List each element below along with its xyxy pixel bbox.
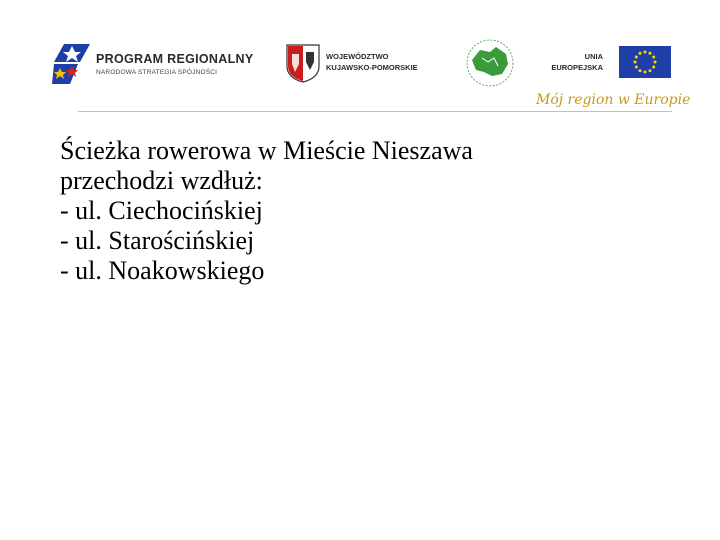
program-regionalny-title: PROGRAM REGIONALNY	[96, 52, 254, 66]
eu-logo-line1: UNIA	[584, 52, 603, 61]
regional-map-logo	[458, 38, 522, 88]
wojewodztwo-logo	[284, 42, 434, 84]
coat-of-arms-icon	[284, 42, 322, 84]
program-regionalny-subtitle: NARODOWA STRATEGIA SPÓJNOŚCI	[96, 69, 218, 76]
logo-header	[0, 0, 720, 125]
motto-text: Mój region w Europie	[536, 92, 691, 108]
header-divider	[78, 111, 672, 112]
text-line: - ul. Starościńskiej	[60, 226, 255, 255]
eu-flag-icon	[619, 46, 671, 78]
program-regionalny-emblem-icon	[50, 40, 94, 88]
slide-text	[60, 136, 700, 286]
region-logo-line2: KUJAWSKO-POMORSKIE	[326, 63, 418, 72]
green-map-icon	[458, 38, 522, 88]
text-line: Ścieżka rowerowa w Mieście Nieszawa	[60, 136, 473, 165]
program-regionalny-logo	[50, 40, 265, 88]
text-line: - ul. Ciechocińskiej	[60, 196, 263, 225]
region-logo-line1: WOJEWÓDZTWO	[326, 52, 389, 61]
eu-logo-line2: EUROPEJSKA	[551, 63, 603, 72]
text-line: - ul. Noakowskiego	[60, 256, 265, 285]
unia-europejska-logo	[540, 44, 675, 84]
text-line: przechodzi wzdłuż:	[60, 166, 263, 195]
